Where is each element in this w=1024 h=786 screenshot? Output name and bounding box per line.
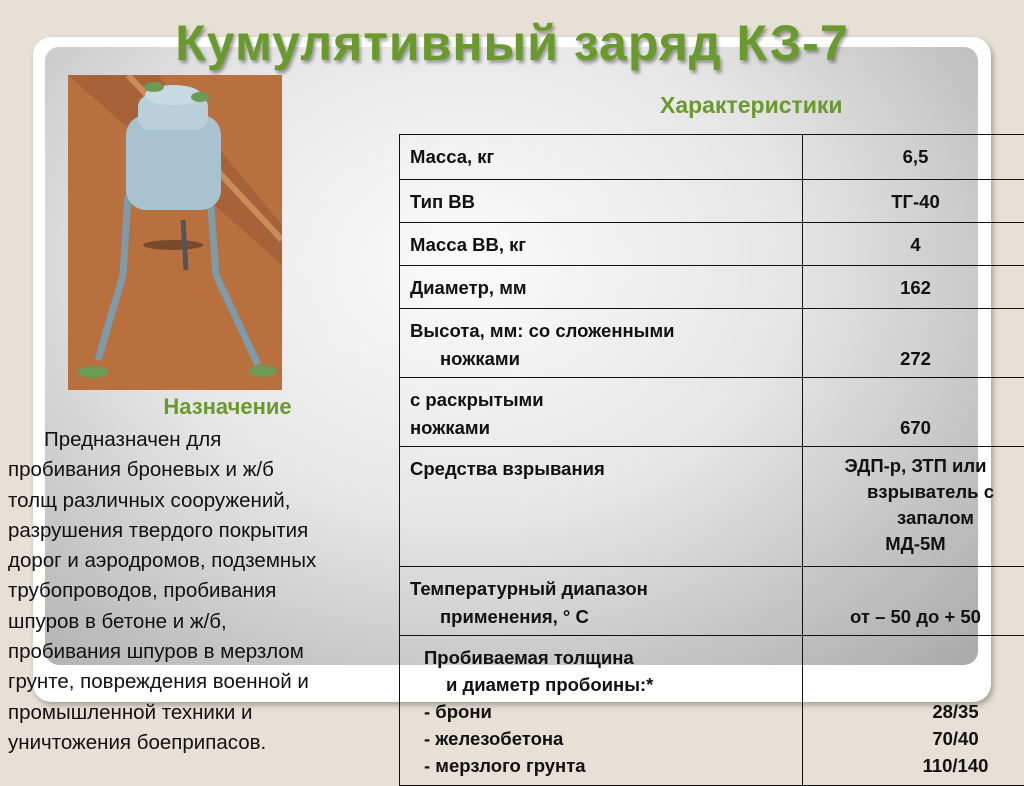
label-line: ножками: [410, 414, 792, 442]
table-row: [400, 567, 1024, 636]
purpose-line: шпуров в бетоне и ж/б,: [8, 607, 403, 637]
row-label: Средства взрывания: [400, 447, 803, 567]
purpose-line: разрушения твердого покрытия: [8, 516, 403, 546]
row-label: [400, 567, 803, 636]
label-line: применения, ° С: [410, 603, 792, 631]
row-value: 670: [803, 378, 1024, 447]
row-label: [400, 309, 803, 378]
row-label: [400, 636, 803, 786]
table-row: [400, 636, 1024, 786]
row-label: [400, 378, 803, 447]
label-line: и диаметр пробоины:*: [424, 671, 792, 698]
purpose-line: трубопроводов, пробивания: [8, 576, 403, 606]
row-value: от – 50 до + 50: [803, 567, 1024, 636]
item-name: - мерзлого грунта: [424, 752, 792, 779]
row-value: 162: [803, 266, 1024, 309]
row-value: [803, 447, 1024, 567]
table-row: [400, 309, 1024, 378]
table-row: [400, 266, 1024, 309]
row-value: [803, 636, 1024, 786]
purpose-line: дорог и аэродромов, подземных: [8, 546, 403, 576]
purpose-line: пробивания броневых и ж/б: [8, 455, 403, 485]
slide-title: Кумулятивный заряд КЗ-7: [0, 14, 1024, 72]
table-heading: Характеристики: [660, 92, 843, 119]
row-label: Диаметр, мм: [400, 266, 803, 309]
purpose-line: Предназначен для: [8, 425, 403, 455]
row-value: 6,5: [803, 135, 1024, 180]
purpose-line: грунте, повреждения военной и: [8, 667, 403, 697]
value-line: МД-5М: [813, 531, 1018, 557]
purpose-text: [8, 425, 403, 758]
table-row: [400, 378, 1024, 447]
item-value: 70/40: [893, 725, 1018, 752]
purpose-line: промышленной техники и: [8, 698, 403, 728]
purpose-heading: Назначение: [120, 394, 335, 420]
item-value: 28/35: [893, 698, 1018, 725]
row-label: Тип ВВ: [400, 180, 803, 223]
item-value: 110/140: [893, 752, 1018, 779]
row-value: ТГ-40: [803, 180, 1024, 223]
item-name: - железобетона: [424, 725, 792, 752]
value-line: запалом: [813, 505, 1018, 531]
row-value: 4: [803, 223, 1024, 266]
label-line: ножками: [410, 345, 792, 373]
label-line: Высота, мм: со сложенными: [410, 320, 675, 341]
value-line: ЭДП-р, ЗТП или: [813, 453, 1018, 479]
row-value: 272: [803, 309, 1024, 378]
item-name: - брони: [424, 698, 792, 725]
row-label: Масса, кг: [400, 135, 803, 180]
label-line: Температурный диапазон: [410, 578, 648, 599]
row-label: Масса ВВ, кг: [400, 223, 803, 266]
specs-table: [399, 134, 1024, 786]
table-row: [400, 223, 1024, 266]
value-line: взрыватель с: [813, 479, 1018, 505]
purpose-line: пробивания шпуров в мерзлом: [8, 637, 403, 667]
label-line: с раскрытыми: [410, 386, 792, 414]
label-line: Пробиваемая толщина: [424, 644, 792, 671]
purpose-line: толщ различных сооружений,: [8, 486, 403, 516]
charge-photo: [68, 75, 282, 390]
table-row: [400, 135, 1024, 180]
table-row: [400, 180, 1024, 223]
table-row: [400, 447, 1024, 567]
purpose-line: уничтожения боеприпасов.: [8, 728, 403, 758]
